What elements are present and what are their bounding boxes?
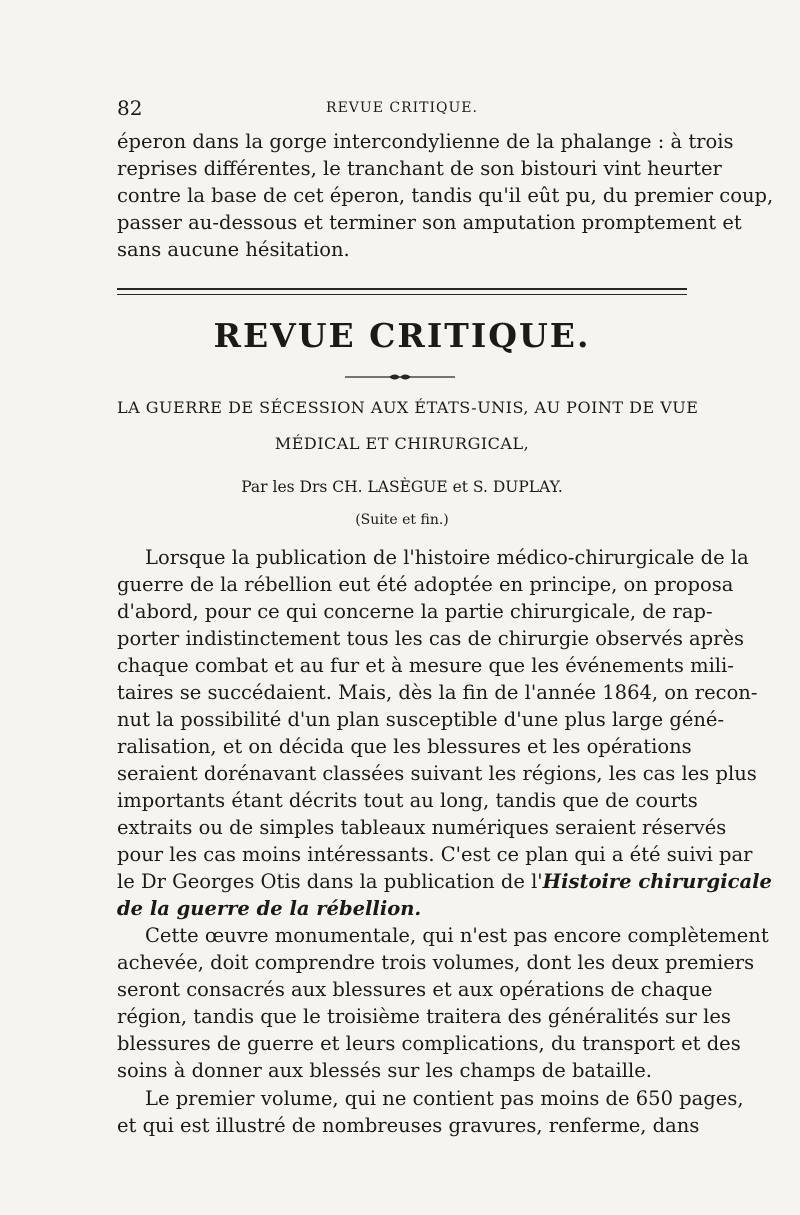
article-note: (Suite et fin.) bbox=[355, 512, 449, 528]
article-title-continued: MÉDICAL ET CHIRURGICAL, bbox=[274, 434, 530, 453]
text-line: soins à donner aux blessés sur les champs de bataille. bbox=[117, 1059, 652, 1082]
paragraph-3 bbox=[117, 1085, 744, 1139]
text-line: seront consacrés aux blessures et aux opérations de chaque bbox=[117, 978, 713, 1001]
text-line: nut la possibilité d'un plan susceptible d'une plus large géné- bbox=[117, 708, 725, 731]
text-line: guerre de la rébellion eut été adoptée en principe, on proposa bbox=[117, 573, 734, 596]
paragraph-1 bbox=[117, 544, 772, 922]
continuation-text bbox=[117, 128, 774, 263]
text-line: taires se succédaient. Mais, dès la fin de l'année 1864, on recon- bbox=[117, 681, 758, 704]
text-line: reprises différentes, le tranchant de son bistouri vint heurter bbox=[117, 157, 722, 180]
text-line: extraits ou de simples tableaux numériques seraient réservés bbox=[117, 816, 727, 839]
text-line: Cette œuvre monumentale, qui n'est pas encore complètement bbox=[145, 924, 769, 947]
text-line: et qui est illustré de nombreuses gravures, renferme, dans bbox=[117, 1114, 700, 1137]
article-title: LA GUERRE DE SÉCESSION AUX ÉTATS-UNIS, AU POINT DE VUE bbox=[117, 398, 699, 417]
page-number: 82 bbox=[117, 96, 143, 120]
italic-title: Histoire chirurgicale bbox=[542, 870, 772, 893]
text-line: passer au-dessous et terminer son amputation promptement et bbox=[117, 211, 742, 234]
text-line: ralisation, et on décida que les blessures et les opérations bbox=[117, 735, 692, 758]
text-line: Lorsque la publication de l'histoire médico-chirurgicale de la bbox=[145, 546, 749, 569]
text-line: d'abord, pour ce qui concerne la partie chirurgicale, de rap- bbox=[117, 600, 713, 623]
text-line: Le premier volume, qui ne contient pas moins de 650 pages, bbox=[145, 1087, 744, 1110]
paragraph-2 bbox=[117, 922, 769, 1084]
text-line: seraient dorénavant classées suivant les régions, les cas les plus bbox=[117, 762, 757, 785]
text-line: pour les cas moins intéressants. C'est ce plan qui a été suivi par bbox=[117, 843, 753, 866]
text-line bbox=[117, 895, 687, 922]
italic-title: de la guerre de la rébellion. bbox=[117, 897, 422, 920]
running-title: REVUE CRITIQUE. bbox=[326, 100, 478, 116]
text-line: région, tandis que le troisième traitera des généralités sur les bbox=[117, 1005, 731, 1028]
text-line: blessures de guerre et leurs complications, du transport et des bbox=[117, 1032, 741, 1055]
text-line bbox=[117, 868, 772, 895]
text-span: le Dr Georges Otis dans la publication de l' bbox=[117, 870, 543, 893]
text-line: éperon dans la gorge intercondylienne de la phalange : à trois bbox=[117, 130, 734, 153]
article-byline: Par les Drs CH. LASÈGUE et S. DUPLAY. bbox=[241, 478, 563, 496]
text-line: porter indistinctement tous les cas de chirurgie observés après bbox=[117, 627, 745, 650]
text-line: sans aucune hésitation. bbox=[117, 238, 350, 261]
text-line: chaque combat et au fur et à mesure que les événements mili- bbox=[117, 654, 734, 677]
text-line: contre la base de cet éperon, tandis qu'il eût pu, du premier coup, bbox=[117, 184, 774, 207]
running-head bbox=[117, 96, 687, 120]
section-title: REVUE CRITIQUE. bbox=[213, 316, 591, 355]
section-divider bbox=[117, 288, 687, 290]
section-divider-thin bbox=[117, 294, 687, 295]
ornament-rule bbox=[345, 372, 455, 382]
text-line: importants étant décrits tout au long, tandis que de courts bbox=[117, 789, 698, 812]
text-line: achevée, doit comprendre trois volumes, dont les deux premiers bbox=[117, 951, 755, 974]
